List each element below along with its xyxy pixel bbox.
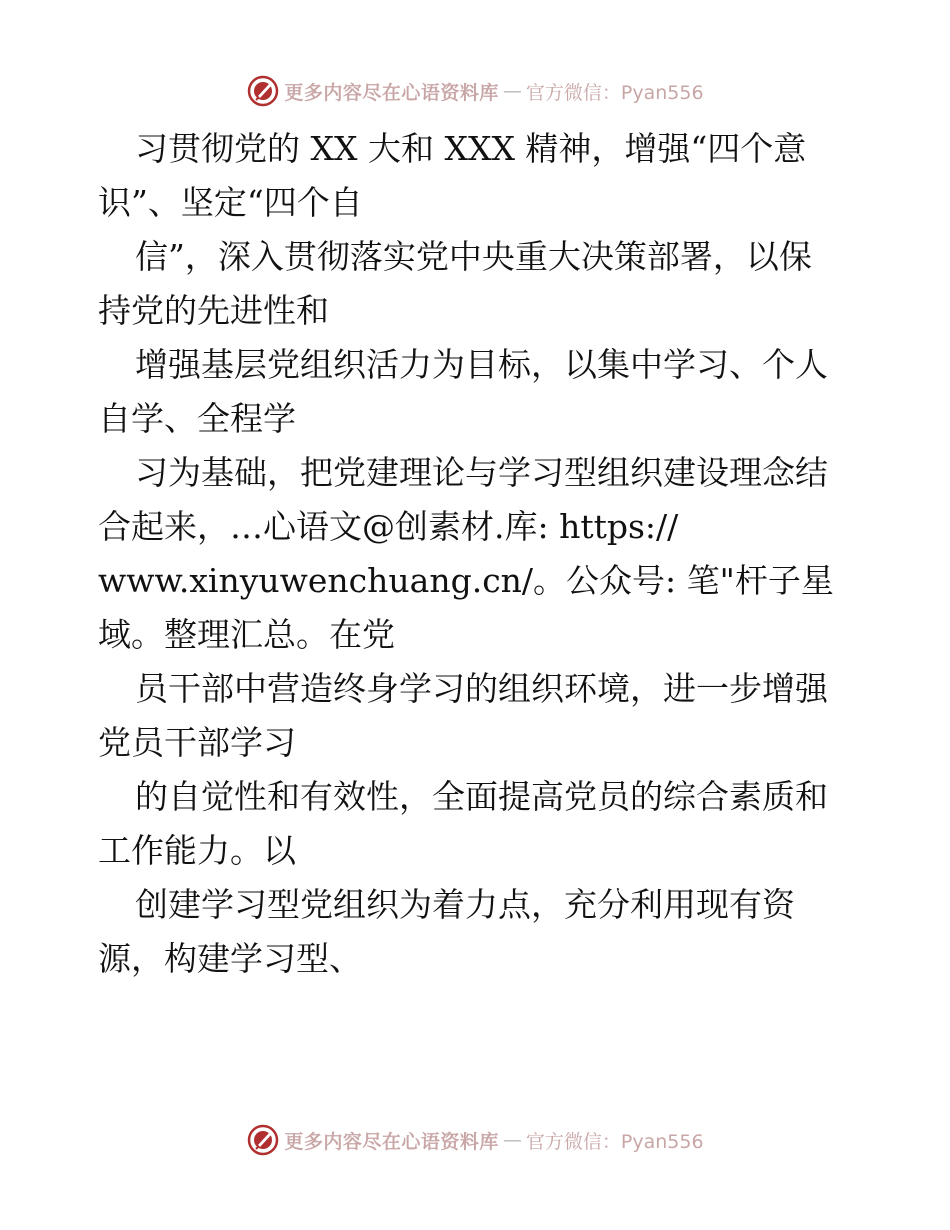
document-body xyxy=(98,122,858,986)
paragraph-line: 源，构建学习型、 xyxy=(98,939,362,978)
paragraph-line: 习为基础，把党建理论与学习型组织建设理念结 xyxy=(135,453,828,492)
paragraph-line: 创建学习型党组织为着力点，充分利用现有资 xyxy=(135,885,795,924)
watermark-text: 更多内容尽在心语资料库 xyxy=(284,81,499,104)
quill-seal-logo-icon xyxy=(246,1123,280,1157)
paragraph-line: 域。整理汇总。在党 xyxy=(98,615,395,654)
paragraph-line: 的自觉性和有效性，全面提高党员的综合素质和 xyxy=(135,777,828,816)
quill-seal-logo-icon xyxy=(246,74,280,108)
paragraph-line: www.xinyuwenchuang.cn/。公众号: 笔"杆子星 xyxy=(98,561,834,600)
paragraph-line: 识”、坚定“四个自 xyxy=(98,183,363,222)
watermark-separator: — xyxy=(502,1129,522,1151)
paragraph-line: 员干部中营造终身学习的组织环境，进一步增强 xyxy=(135,669,828,708)
watermark-contact: 官方微信：Pyan556 xyxy=(525,81,704,104)
paragraph-line: 工作能力。以 xyxy=(98,831,296,870)
paragraph-line: 增强基层党组织活力为目标，以集中学习、个人 xyxy=(135,345,828,384)
paragraph-line: 合起来，…心语文@创素材.库: https:// xyxy=(98,507,679,546)
footer-watermark xyxy=(0,1120,950,1160)
watermark-contact: 官方微信：Pyan556 xyxy=(525,1130,704,1153)
paragraph-line: 习贯彻党的 XX 大和 XXX 精神，增强“四个意 xyxy=(135,129,807,168)
paragraph-line: 党员干部学习 xyxy=(98,723,296,762)
watermark-separator: — xyxy=(502,80,522,102)
paragraph-line: 持党的先进性和 xyxy=(98,291,329,330)
paragraph-line: 信”，深入贯彻落实党中央重大决策部署，以保 xyxy=(135,237,812,276)
watermark-text: 更多内容尽在心语资料库 xyxy=(284,1130,499,1153)
header-watermark xyxy=(0,71,950,111)
paragraph-line: 自学、全程学 xyxy=(98,399,296,438)
